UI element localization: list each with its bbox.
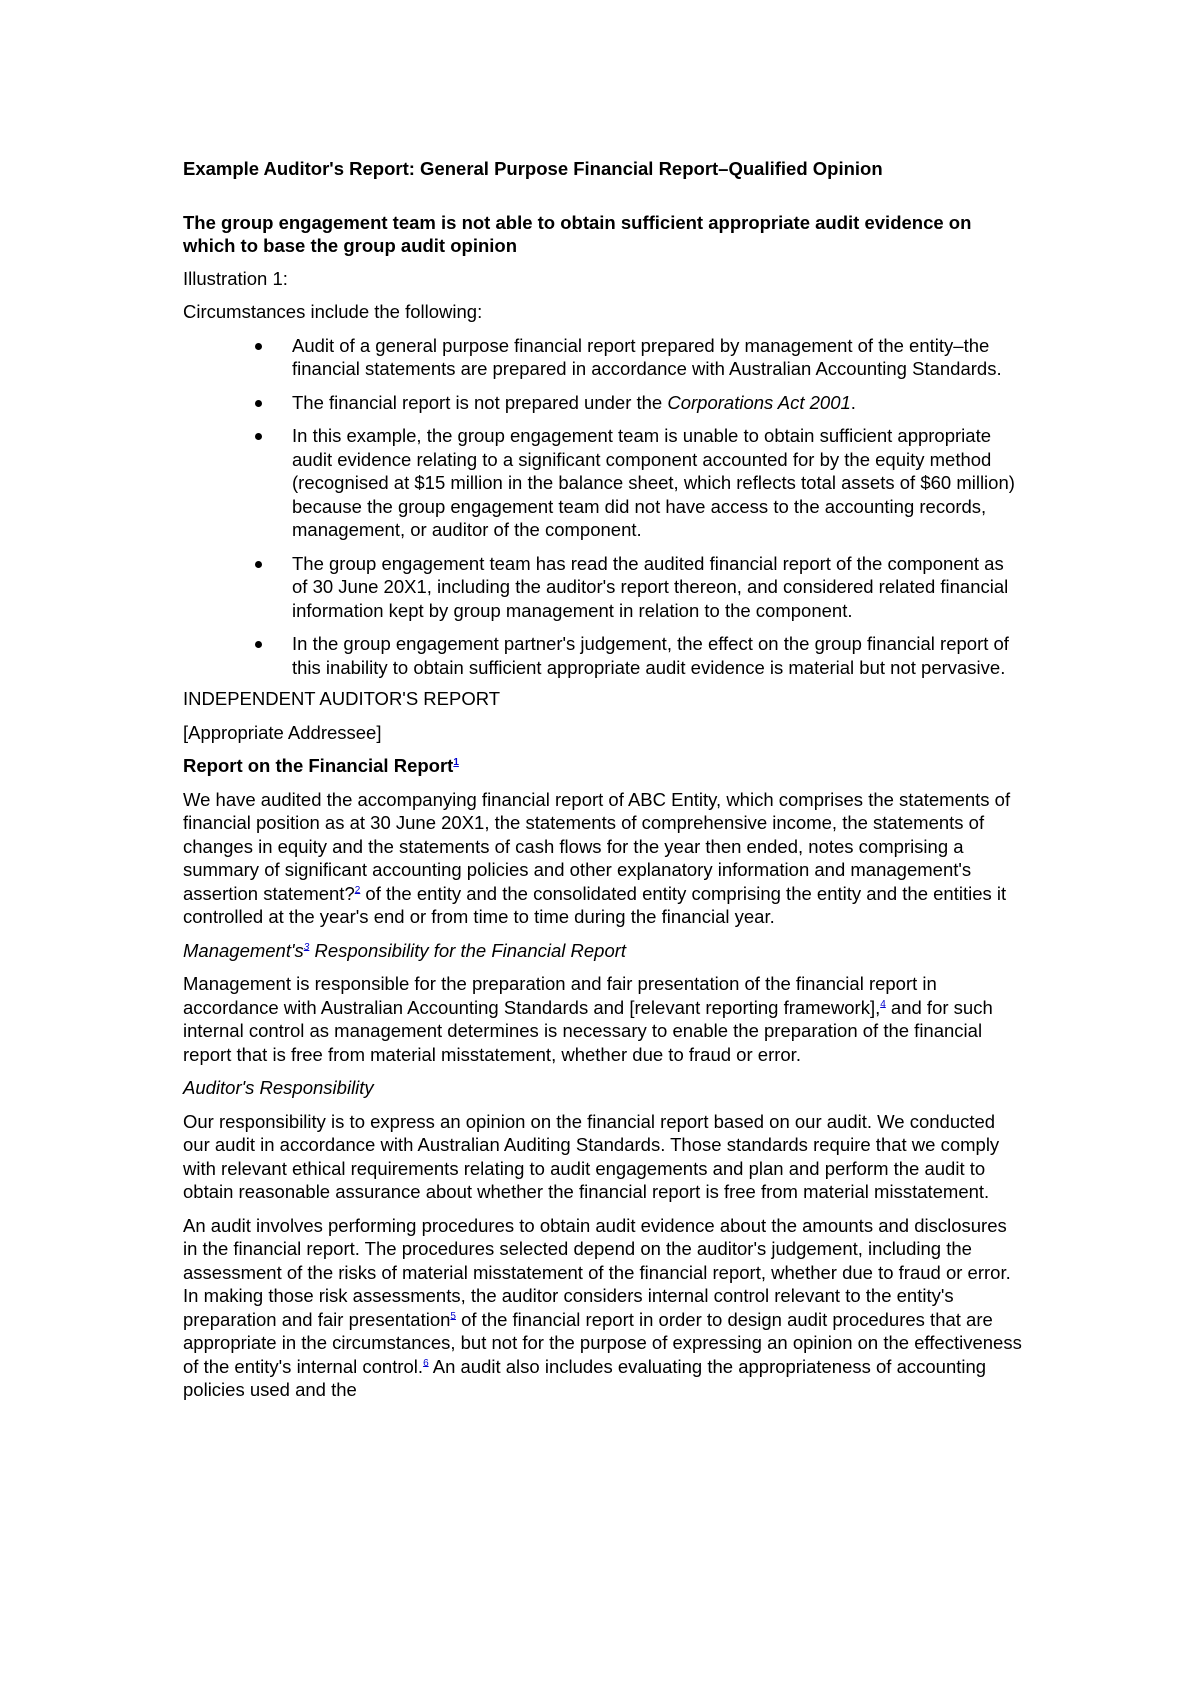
paragraph-text: Management is responsible for the preparation and fair presentation of the financial report in accordance with Australian Accounting Standards and [relevant reporting framework],	[183, 973, 937, 1018]
list-item-text: The financial report is not prepared under the	[292, 391, 668, 413]
circumstances-intro: Circumstances include the following:	[183, 301, 483, 322]
footnote-ref-6[interactable]: 6	[423, 1357, 429, 1369]
report-heading: INDEPENDENT AUDITOR'S REPORT	[183, 688, 501, 709]
list-item-text-end: .	[850, 391, 856, 413]
list-item	[183, 632, 1023, 679]
management-responsibility-heading	[183, 939, 1023, 963]
paragraph-text: of the financial report in order to design audit procedures that are appropriate in the circumstances, but not for the purpose of expressing an opinion on the effectiveness of the entity's internal control.	[183, 1308, 1022, 1377]
opinion-paragraph	[183, 788, 1023, 929]
footnote-ref-1[interactable]: 1	[453, 756, 459, 768]
paragraph-text: and for such internal control as management determines is necessary to enable the preparation of the financial report that is free from material misstatement, whether due to fraud or error.	[183, 996, 993, 1065]
list-item-text: The group engagement team has read the audited financial report of the component as of 30 June 20X1, including the auditor's report thereon, and considered related financial information kept by group management in relation to the component.	[292, 552, 1009, 621]
footnote-ref-4[interactable]: 4	[880, 998, 886, 1010]
auditor-paragraph: Our responsibility is to express an opinion on the financial report based on our audit. We conducted our audit in accordance with Australian Auditing Standards. Those standards require that we comply with relevant ethical requirements relating to audit engagements and plan and perform the audit to obtain reasonable assurance about whether the financial report is free from material misstatement.	[183, 1110, 1000, 1202]
list-item-text: In the group engagement partner's judgement, the effect on the group financial report of this inability to obtain sufficient appropriate audit evidence is material but not pervasive.	[292, 633, 1009, 678]
management-paragraph	[183, 972, 1023, 1066]
circumstances-list	[183, 334, 1023, 680]
list-item	[183, 552, 1023, 623]
report-section-title	[183, 754, 1023, 778]
heading-text: Management's	[183, 939, 304, 961]
audit-procedures-paragraph	[183, 1214, 1023, 1402]
footnote-ref-5[interactable]: 5	[450, 1310, 456, 1322]
list-item	[183, 424, 1023, 542]
bullet-icon	[255, 433, 262, 440]
section-subheading: The group engagement team is not able to obtain sufficient appropriate audit evidence on which to base the group audit opinion	[183, 211, 972, 256]
list-item	[183, 334, 1023, 381]
list-item	[183, 391, 1023, 415]
paragraph-text: of the entity and the consolidated entity comprising the entity and the entities it controlled at the year's end or from time to time during the financial year.	[183, 882, 1007, 927]
bullet-icon	[255, 343, 262, 350]
illustration-label: Illustration 1:	[183, 267, 288, 289]
bullet-icon	[255, 641, 262, 648]
bullet-icon	[255, 400, 262, 407]
list-item-text: In this example, the group engagement team is unable to obtain sufficient appropriate audit evidence relating to a significant component accounted for by the equity method (recognised at $15 million in the balance sheet, which reflects total assets of $60 million) because the group engagement team did not have access to the accounting records, management, or auditor of the component.	[292, 425, 1015, 540]
document-title: Example Auditor's Report: General Purpose Financial Report–Qualified Opinion	[183, 158, 883, 179]
heading-text: Responsibility for the Financial Report	[309, 939, 627, 961]
document-body	[183, 157, 1023, 1412]
footnote-ref-2[interactable]: 2	[354, 884, 361, 896]
paragraph-text: An audit involves performing procedures to obtain audit evidence about the amounts and disclosures in the financial report. The procedures selected depend on the auditor's judgement, including the assessment of the risks of material misstatement of the financial report, whether due to fraud or error. In making those risk assessments, the auditor considers internal control relevant to the entity's preparation and fair presentation	[183, 1214, 1011, 1330]
addressee: [Appropriate Addressee]	[183, 721, 382, 743]
bullet-icon	[255, 561, 262, 568]
act-title: Corporations Act 2001	[667, 391, 851, 413]
auditor-responsibility-heading: Auditor's Responsibility	[183, 1077, 374, 1098]
paragraph-text: An audit also includes evaluating the appropriateness of accounting policies used and the	[183, 1355, 987, 1400]
list-item-text: Audit of a general purpose financial report prepared by management of the entity–the financial statements are prepared in accordance with Australian Accounting Standards.	[292, 334, 1002, 379]
paragraph-text: We have audited the accompanying financial report of ABC Entity, which comprises the statements of financial position as at 30 June 20X1, the statements of comprehensive income, the statements of changes in equity and the statements of cash flows for the year then ended, notes comprising a summary of significant accounting policies and other explanatory information and management's assertion statement?	[183, 788, 1011, 904]
footnote-ref-3[interactable]: 3	[303, 941, 310, 953]
report-section-title-text: Report on the Financial Report	[183, 755, 454, 776]
